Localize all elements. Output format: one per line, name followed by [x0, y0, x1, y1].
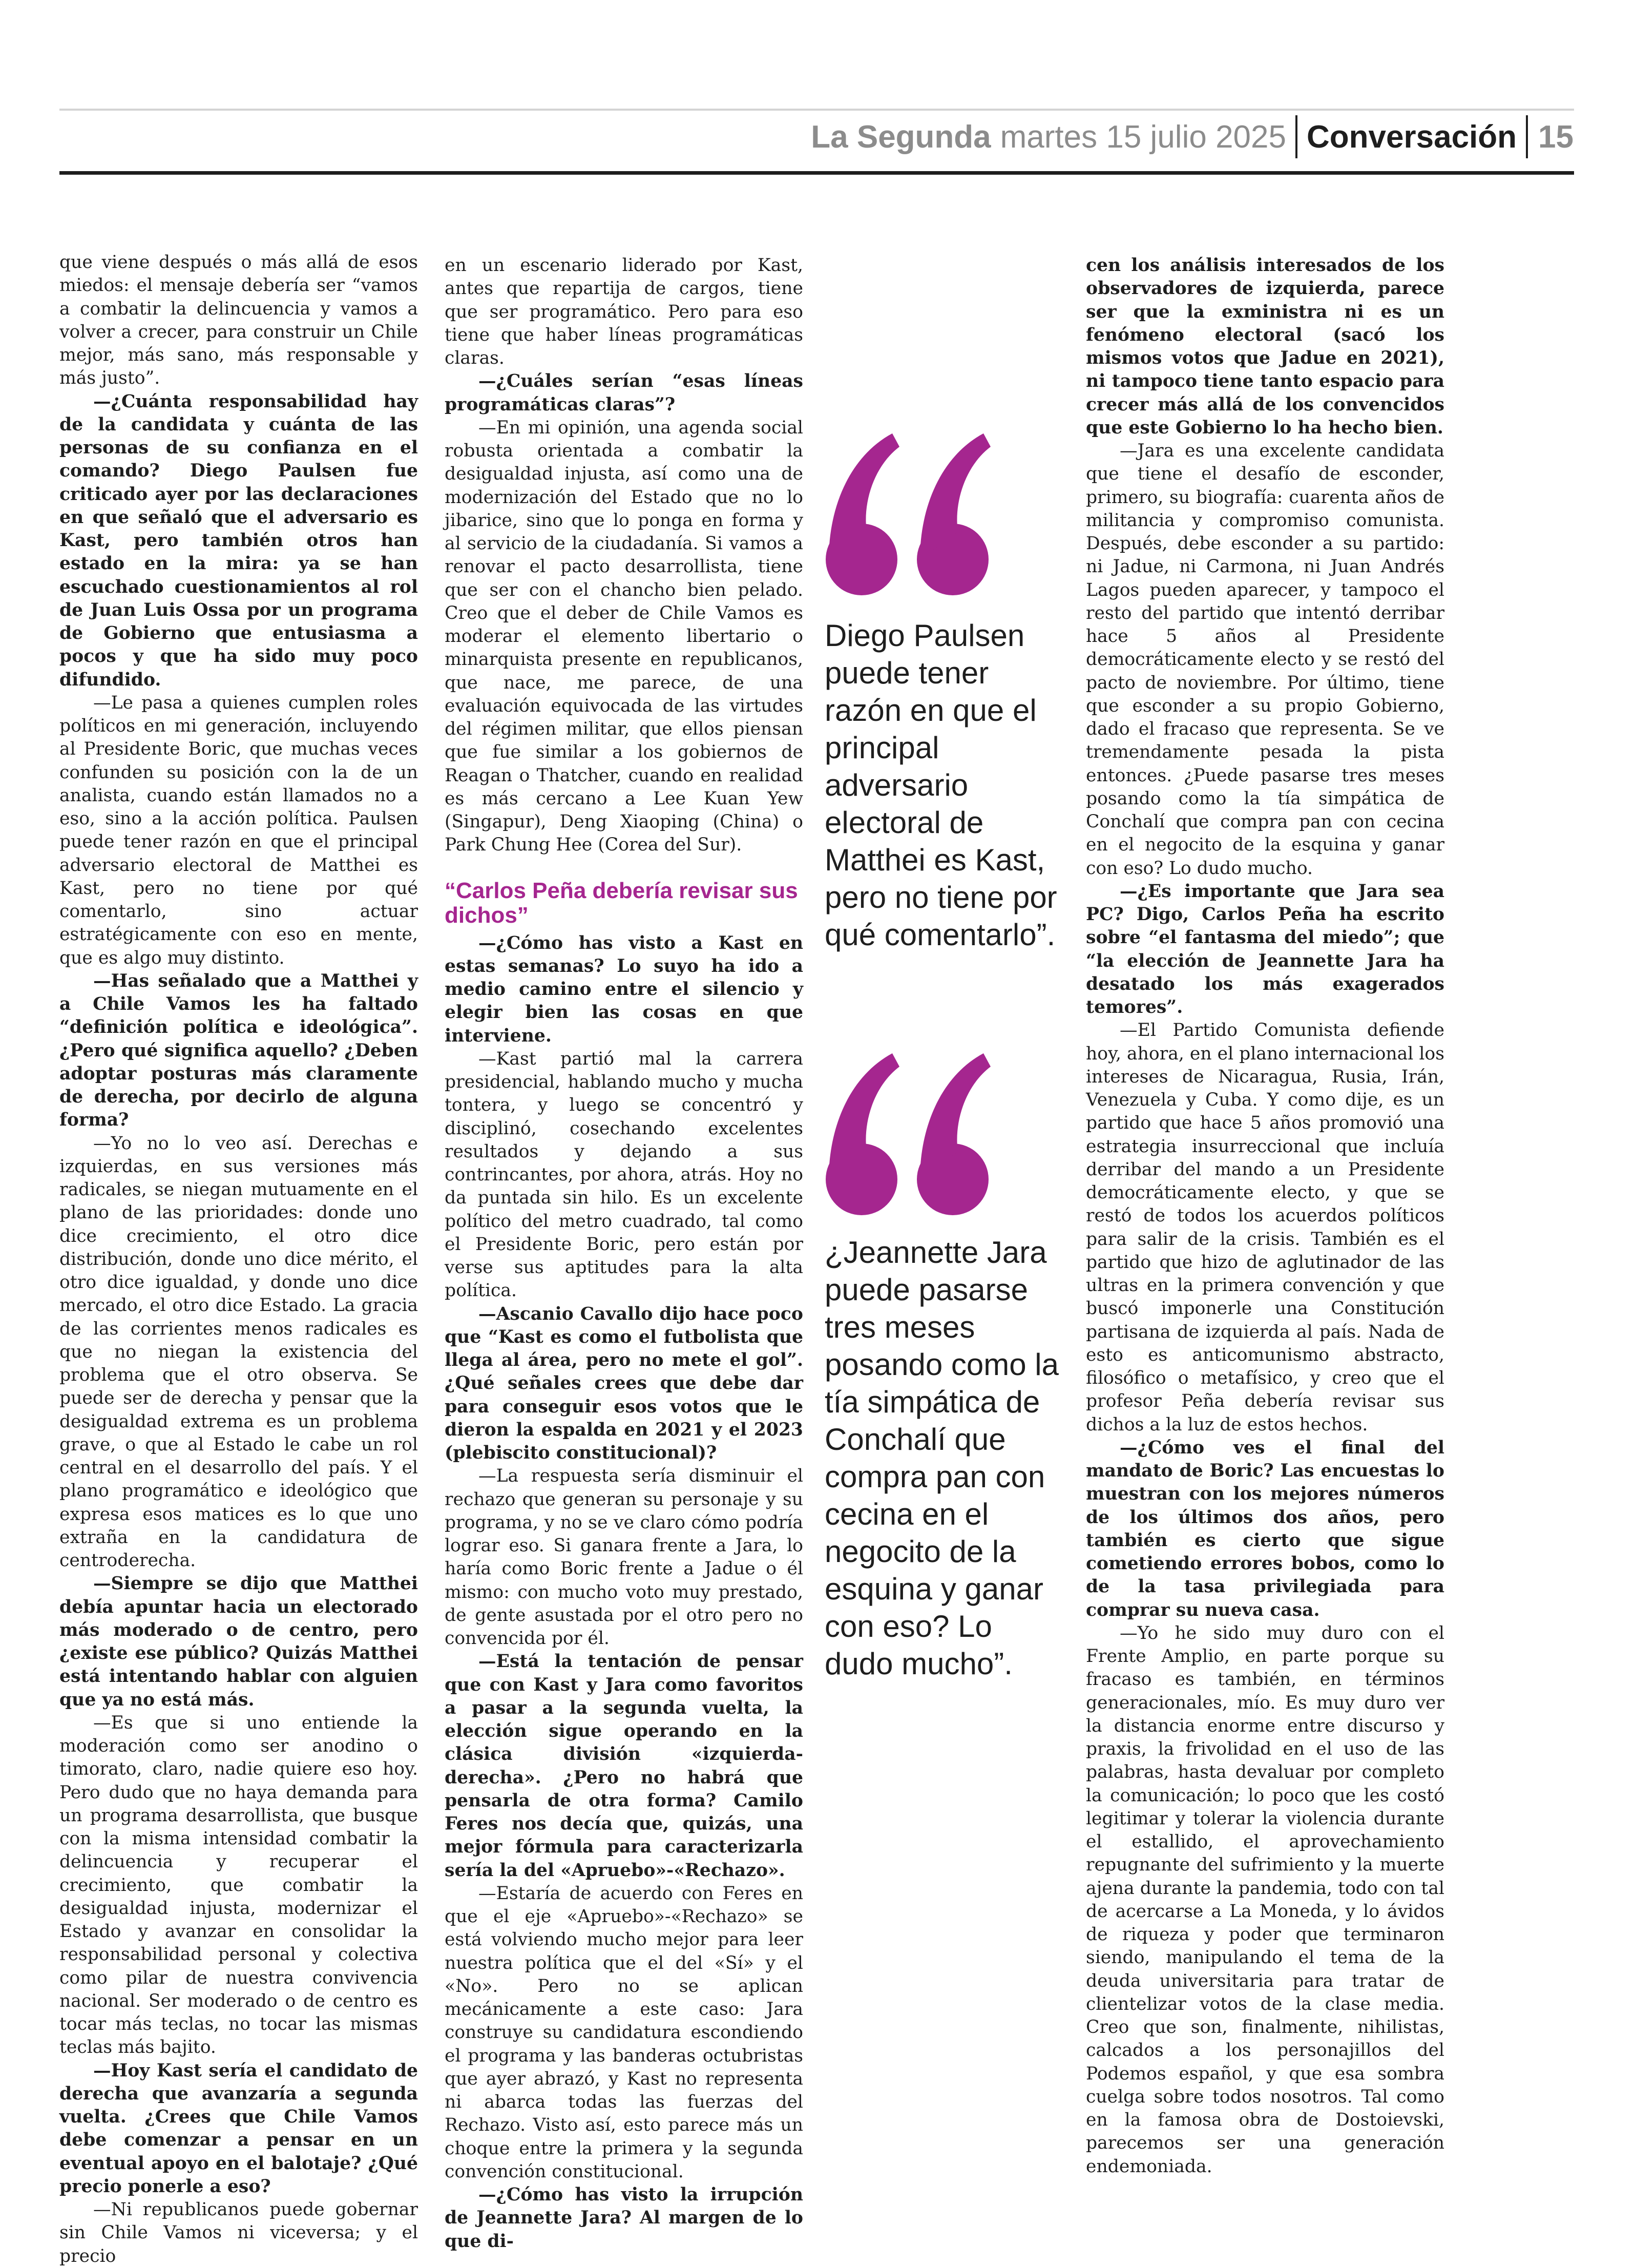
answer-paragraph: —Ni republicanos puede gobernar sin Chile Vamos ni viceversa; y el precio [59, 2199, 418, 2266]
header-divider [1526, 115, 1528, 158]
article-column-4 [1086, 254, 1444, 2178]
publication-name: La Segunda [811, 119, 991, 155]
issue-date: martes 15 julio 2025 [1000, 119, 1286, 155]
pull-quote-1 [825, 429, 1065, 953]
answer-paragraph: —Jara es una excelente candidata que tiene el desafío de esconder, primero, su biografía: cuarenta años de militancia y compromiso comunista. Después, debe esconder a su partido: ni Jadue, ni Carmona, ni Juan Andrés Lagos pueden aparecer, y tampoco el resto del partido que intentó derribar hace 5 años al Presidente democráticamente electo y se restó del pacto de noviembre. Por último, tiene que esconder a su propio Gobierno, dado el fracaso que representa. Se ve tremendamente pesada la pista entonces. ¿Puede pasarse tres meses posando como la tía simpática de Conchalí que compra pan con cecina en el negocito de la esquina y ganar con eso? Lo dudo mucho. [1086, 441, 1444, 879]
interview-question: —Has señalado que a Matthei y a Chile Vamos les ha faltado “definición política e ideológica”. ¿Pero qué significa aquello? ¿Deben adoptar posturas más claramente de derecha, por decirlo de alguna forma? [59, 970, 418, 1131]
article-column-2 [445, 254, 803, 2253]
section-name: Conversación [1307, 119, 1517, 155]
interview-question: —¿Cómo ves el final del mandato de Boric? Las encuestas lo muestran con los mejores números de los últimos dos años, pero también es cierto que sigue cometiendo errores bobos, como lo de la tasa privilegiada para comprar su nueva casa. [1086, 1437, 1444, 1620]
interview-question: —Hoy Kast sería el candidato de derecha que avanzaría a segunda vuelta. ¿Crees que Chile Vamos debe comenzar a pensar en un eventual apoyo en el balotaje? ¿Qué precio ponerle a eso? [59, 2060, 418, 2197]
quote-mark-icon [825, 1049, 994, 1218]
answer-paragraph: —Es que si uno entiende la moderación como ser anodino o timorato, claro, nadie quiere eso hoy. Pero dudo que no haya demanda para un programa desarrollista, que busque con la misma intensidad combatir la delincuencia y recuperar el crecimiento, que combatir la desigualdad injusta, modernizar el Estado y avanzar en consolidar la responsabilidad personal y colectiva como pilar de nuestra convivencia nacional. Ser moderado o de centro es tocar más teclas, no tocar las mismas teclas más bajito. [59, 1712, 418, 2058]
pull-quote-text: ¿Jeannette Jara puede pasarse tres meses posando como la tía simpática de Conchalí que compra pan con cecina en el negocito de la esquina y ganar con eso? Lo dudo mucho”. [825, 1235, 1059, 1681]
interview-question: —¿Cómo has visto la irrupción de Jeannette Jara? Al margen de lo que di- [445, 2184, 803, 2252]
answer-paragraph: —El Partido Comunista defiende hoy, ahora, en el plano internacional los intereses de Nicaragua, Rusia, Irán, Venezuela y Cuba. Y como dije, es un partido que hace 5 años promovió una estrategia insurreccional que incluía derribar del mando a un Presidente democráticamente electo, y que se restó de todos los acuerdos políticos para salir de la crisis. También es el partido que hizo de aglutinador de las ultras en la primera convención y que buscó imponerle una Constitución partisana de izquierda al país. Nada de esto es anticomunismo abstracto, filosófico o metafísico, y creo que el profesor Peña debería revisar sus dichos a la luz de estos hechos. [1086, 1020, 1444, 1435]
article-column-1 [59, 251, 418, 2268]
interview-question: —¿Cuánta responsabilidad hay de la candidata y cuánta de las personas de su confianza en el comando? Diego Paulsen fue criticado ayer por las declaraciones en que señaló que el adversario es Kast, pero también otros han estado en la mira: ya se han escuchado cuestionamientos al rol de Juan Luis Ossa por un programa de Gobierno que entusiasma a pocos y que ha sido muy poco difundido. [59, 391, 418, 690]
header-rule [59, 171, 1574, 175]
top-rule [59, 109, 1574, 111]
pull-quote-2 [825, 1049, 1065, 1682]
interview-question: cen los análisis interesados de los observadores de izquierda, parece ser que la exministra ni es un fenómeno electoral (sacó los mismos votos que Jadue en 2021), ni tampoco tiene tanto espacio para crecer más allá de los convencidos que este Gobierno lo ha hecho bien. [1086, 255, 1444, 438]
header-divider [1295, 115, 1297, 158]
page-number: 15 [1538, 119, 1574, 155]
page-header [811, 114, 1574, 160]
answer-paragraph: —La respuesta sería disminuir el rechazo que generan su personaje y su programa, y no se ve claro cómo podría lograr eso. Si ganara frente a Jara, lo haría como Boric frente a Jadue o él mismo: con mucho voto muy prestado, de gente asustada por el otro pero no convencida por él. [445, 1466, 803, 1649]
answer-paragraph: —Le pasa a quienes cumplen roles políticos en mi generación, incluyendo al Presidente Boric, que muchas veces confunden su posición con la de un analista, cuando están llamados no a eso, sino a la acción política. Paulsen puede tener razón en que el principal adversario electoral de Matthei es Kast, pero no tiene por qué comentarlo, sino actuar estratégicamente con eso en mente, que es algo muy distinto. [59, 692, 418, 968]
interview-question: —Está la tentación de pensar que con Kast y Jara como favoritos a pasar a la segunda vuelta, la elección sigue operando en la clásica división «izquierda-derecha». ¿Pero no habrá que pensarla de otra forma? Camilo Feres nos decía que, quizás, una mejor fórmula para caracterizarla sería la del «Apruebo»-«Rechazo». [445, 1651, 803, 1881]
interview-question: —¿Cómo has visto a Kast en estas semanas? Lo suyo ha ido a medio camino entre el silencio y elegir bien las cosas en que interviene. [445, 932, 803, 1046]
answer-paragraph: —Yo no lo veo así. Derechas e izquierdas, en sus versiones más radicales, se niegan mutuamente en el plano de las prioridades: donde uno dice crecimiento, el otro dice distribución, donde uno dice mérito, el otro dice igualdad, y donde uno dice mercado, el otro dice Estado. La gracia de las corrientes menos radicales es que no niegan la existencia del problema que el otro observa. Se puede ser de derecha y pensar que la desigualdad extrema es un problema grave, o que al Estado le cabe un rol central en el desarrollo del país. Y el plano programático e ideológico que expresa esos matices es lo que uno extraña en la candidatura de centroderecha. [59, 1133, 418, 1571]
interview-question: —¿Cuáles serían “esas líneas programáticas claras”? [445, 371, 803, 415]
answer-paragraph: —En mi opinión, una agenda social robusta orientada a combatir la desigualdad injusta, así como una de modernización del Estado que no lo jibarice, sino que lo ponga en forma y al servicio de la ciudadanía. Si vamos a renovar el pacto desarrollista, tiene que ser con el chancho bien pelado. Creo que el deber de Chile Vamos es moderar el elemento libertario o minarquista presente en republicanos, que nace, me parece, de una evaluación equivocada de las virtudes del régimen militar, que ellos piensan que fue similar a los gobiernos de Reagan o Thatcher, cuando en realidad es más cercano a Lee Kuan Yew (Singapur), Deng Xiaoping (China) o Park Chung Hee (Corea del Sur). [445, 417, 803, 856]
answer-paragraph: en un escenario liderado por Kast, antes que repartija de cargos, tiene que ser programático. Pero para eso tiene que haber líneas programáticas claras. [445, 255, 803, 368]
interview-question: —¿Es importante que Jara sea PC? Digo, Carlos Peña ha escrito sobre “el fantasma del miedo”; que “la elección de Jeannette Jara ha desatado los más exagerados temores”. [1086, 881, 1444, 1017]
answer-paragraph: —Yo he sido muy duro con el Frente Amplio, en parte porque su fracaso es también, en términos generacionales, mío. Es muy duro ver la distancia enorme entre discurso y praxis, la frivolidad en el uso de las palabras, hasta devaluar por completo la comunicación; lo poco que les costó legitimar y tolerar la violencia durante el estallido, el aprovechamiento repugnante del sufrimiento y la muerte ajena durante la pandemia, todo con tal de acercarse a La Moneda, y lo ávidos de riqueza y poder que terminaron siendo, manipulando el tema de la deuda universitaria para tratar de clientelizar votos de la clase media. Creo que son, finalmente, nihilistas, calcados a los personajillos del Podemos español, y que esa sombra cuelga sobre todos nosotros. Tal como en la famosa obra de Dostoievski, parecemos ser una generación endemoniada. [1086, 1622, 1444, 2177]
interview-question: —Siempre se dijo que Matthei debía apuntar hacia un electorado más moderado o de centro, pero ¿existe ese público? Quizás Matthei está intentando hablar con alguien que ya no está más. [59, 1573, 418, 1710]
interview-question: —Ascanio Cavallo dijo hace poco que “Kast es como el futbolista que llega al área, pero no mete el gol”. ¿Qué señales crees que debe dar para conseguir esos votos que le dieron la espalda en 2021 y el 2023 (plebiscito constitucional)? [445, 1303, 803, 1463]
section-subheading: “Carlos Peña debería revisar sus dichos” [445, 878, 798, 928]
answer-paragraph: —Estaría de acuerdo con Feres en que el eje «Apruebo»-«Rechazo» se está volviendo mucho mejor para leer nuestra política que el del «Sí» y el «No». Pero no se aplican mecánicamente a este caso: Jara construye su candidatura escondiendo el programa y las banderas octubristas que ayer abrazó, y Kast no representa ni abarca todas las fuerzas del Rechazo. Visto así, esto parece más un choque entre la primera y la segunda convención constitucional. [445, 1883, 803, 2182]
answer-paragraph: —Kast partió mal la carrera presidencial, hablando mucho y mucha tontera, y luego se concentró y disciplinó, cosechando excelentes resultados y dejando a sus contrincantes, por ahora, atrás. Hoy no da puntada sin hilo. Es un excelente político del metro cuadrado, tal como el Presidente Boric, pero están por verse sus aptitudes para la alta política. [445, 1048, 803, 1301]
pull-quote-text: Diego Paulsen puede tener razón en que el principal adversario electoral de Matthei es Kast, pero no tiene por qué comentarlo”. [825, 618, 1057, 952]
quote-mark-icon [825, 429, 994, 598]
answer-paragraph: que viene después o más allá de esos miedos: el mensaje debería ser “vamos a combatir la delincuencia y vamos a volver a crecer, para construir un Chile mejor, más sano, más responsable y más justo”. [59, 252, 418, 389]
